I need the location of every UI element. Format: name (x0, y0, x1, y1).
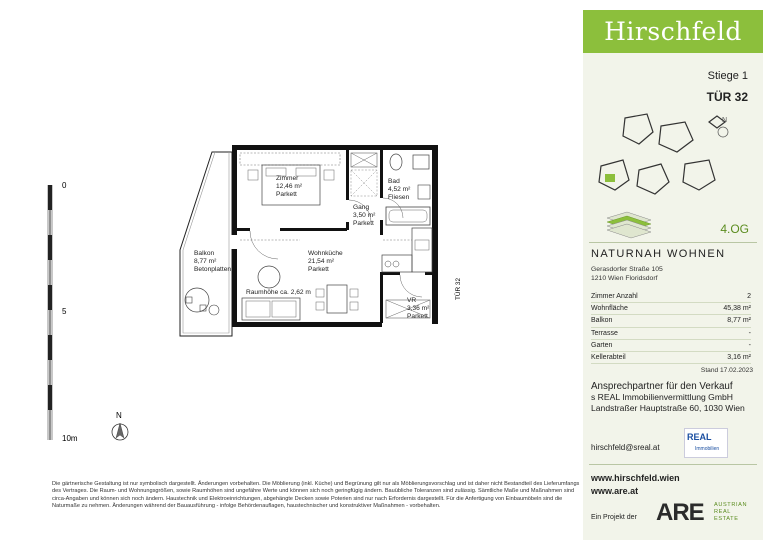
north-arrow-icon (112, 411, 128, 440)
address-line-1: Gerasdorfer Straße 105 (591, 266, 663, 273)
fact-row: Balkon 8,77 m² (591, 315, 751, 327)
kitchen-counter (382, 228, 432, 272)
fact-row: Zimmer Anzahl 2 (591, 291, 751, 303)
fact-row: Garten - (591, 340, 751, 352)
room-name-wohnkueche: Wohnküche (308, 250, 343, 257)
hirschfeld-logo: Hirschfeld (583, 10, 763, 53)
room-area-zimmer: 12,46 m² (276, 183, 303, 190)
room-floor-vr: Parkett (407, 313, 428, 320)
door-label: TÜR 32 (455, 277, 462, 300)
are-logo-mark: ARE (656, 499, 704, 526)
web-links (591, 472, 680, 498)
address-line-2: 1210 Wien Floridsdorf (591, 275, 658, 282)
projekt-label: Ein Projekt der (591, 514, 637, 521)
room-floor-wohnkueche: Parkett (308, 266, 329, 273)
stiege-label: Stiege 1 (707, 70, 748, 82)
web-link-hirschfeld[interactable]: www.hirschfeld.wien (591, 473, 680, 483)
svg-text:N: N (116, 411, 122, 420)
stand-date: Stand 17.02.2023 (700, 367, 753, 374)
room-area-balkon: 8,77 m² (194, 258, 217, 265)
divider (589, 242, 757, 243)
room-floor-bad: Fliesen (388, 194, 410, 201)
divider (589, 464, 757, 465)
contact-email-link[interactable]: hirschfeld@sreal.at (591, 443, 660, 452)
project-title: NATURNAH WOHNEN (591, 248, 726, 260)
raumhoehe-label: Raumhöhe ca. 2,62 m (246, 289, 311, 296)
room-floor-zimmer: Parkett (276, 191, 297, 198)
contact-address: Landstraßer Hauptstraße 60, 1030 Wien (591, 403, 745, 413)
room-name-balkon: Balkon (194, 250, 215, 257)
are-logo-text: AUSTRIAN REAL ESTATE (714, 502, 748, 522)
contact-block (591, 381, 745, 414)
scale-label-10: 10m (62, 434, 78, 443)
room-name-vr: VR (407, 297, 417, 304)
room-area-wohnkueche: 21,54 m² (308, 258, 335, 265)
scale-label-5: 5 (62, 307, 67, 316)
room-floor-gang: Parkett (353, 220, 374, 227)
room-name-zimmer: Zimmer (276, 175, 299, 182)
room-floor-balkon: Betonplatten (194, 266, 232, 273)
room-area-gang: 3,50 m² (353, 212, 376, 219)
sreal-logo: REAL Immobilien (684, 428, 728, 458)
fact-row: Wohnfläche 45,38 m² (591, 303, 751, 315)
room-area-bad: 4,52 m² (388, 186, 411, 193)
facts-table (591, 291, 751, 364)
room-name-gang: Gang (353, 204, 370, 211)
tuer-label: TÜR 32 (706, 90, 748, 104)
floor-label: 4.OG (720, 222, 749, 236)
hall-wardrobe (351, 153, 377, 196)
room-area-vr: 3,36 m² (407, 305, 430, 312)
balcony-area (180, 152, 232, 336)
scale-label-0: 0 (62, 181, 67, 190)
project-address (591, 265, 663, 283)
room-name-bad: Bad (388, 178, 400, 185)
fact-row: Terrasse - (591, 328, 751, 340)
are-logo (656, 499, 762, 527)
disclaimer-text: Die gärtnerische Gestaltung ist nur symbolisch dargestellt. Änderungen vorbehalten. Die Möblierung (inkl. Küche) und Begrünung gilt nur als Möblierungsvorschlag und ist daher nicht Bestandteil des Lieferumfangs des Vertrages. Die Raum- und Wohnungsgrößen, sowie Raumhöhen sind ungefähre Werte und können sich noch geringfügig ändern. Bauübliche Toleranzen sind zulässig. Sämtliche Maße und Maßnahmen sind circa-Angaben und können sich noch ändern. Haustechnik und Elektroeinrichtungen, abgehängte Decken sowie Poterien sind nur nach Erfordernis dargestellt. Für die Anfertigung von Einbaumöbeln sind die Naturmaße zu nehmen. Änderungen während der Bauausführung - infolge Behördenauflagen, haustechnischer und konstruktiver Maßnahmen - vorbehalten. (52, 481, 580, 510)
site-map-icon (589, 110, 757, 240)
scale-bar (48, 181, 78, 443)
contact-company: s REAL Immobilienvermittlung GmbH (591, 392, 733, 402)
contact-heading: Ansprechpartner für den Verkauf (591, 381, 733, 392)
svg-text:N: N (722, 117, 728, 124)
info-panel (583, 10, 763, 540)
fact-row: Kellerabteil 3,16 m² (591, 352, 751, 364)
web-link-are[interactable]: www.are.at (591, 486, 639, 496)
